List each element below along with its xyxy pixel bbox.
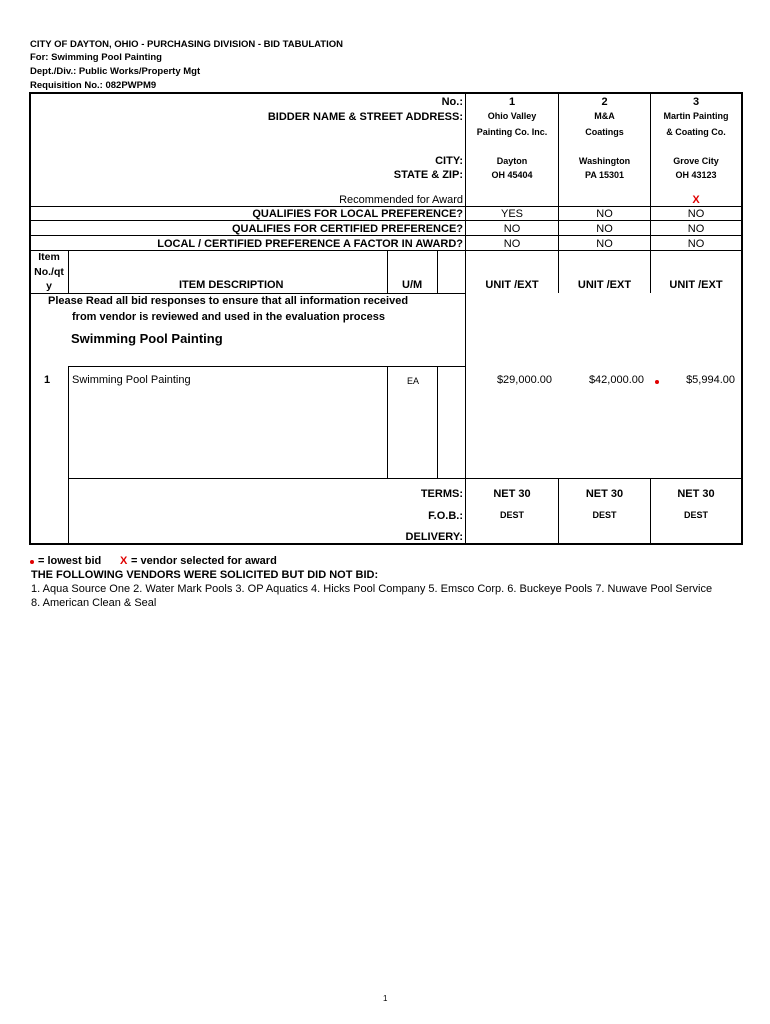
lowest-bid-dot-icon — [655, 380, 659, 384]
vendor-state-zip: OH 45404 — [491, 170, 533, 180]
unit-ext-header: UNIT /EXT — [669, 279, 723, 291]
um-header: U/M — [402, 279, 423, 291]
vendor-number: 3 — [692, 96, 700, 108]
item-um: EA — [407, 376, 420, 386]
item-desc: Swimming Pool Painting — [72, 374, 191, 386]
factor-label: LOCAL / CERTIFIED PREFERENCE A FACTOR IN AWARD? — [157, 238, 463, 250]
vendor-number: 1 — [508, 96, 516, 108]
statezip-label: STATE & ZIP: — [393, 169, 463, 181]
vendor-price: $5,994.00 — [686, 374, 735, 386]
solicited-line-1: 1. Aqua Source One 2. Water Mark Pools 3. OP Aquatics 4. Hicks Pool Company 5. Emsco Corp. 6. Buckeye Pools 7. Nuwave Pool Service — [31, 583, 713, 595]
vendor-fob: DEST — [683, 510, 708, 520]
vendor-award-mark: X — [692, 194, 700, 206]
vendor-terms: NET 30 — [585, 488, 624, 500]
unit-ext-header: UNIT /EXT — [485, 279, 539, 291]
note-line-2: from vendor is reviewed and used in the evaluation process — [72, 311, 385, 323]
vendor-local-pref: YES — [500, 208, 523, 220]
vendor-name-line-2: Coatings — [585, 127, 624, 137]
header-line-2: For: Swimming Pool Painting — [30, 52, 162, 63]
vendor-city: Washington — [578, 156, 631, 166]
legend-x-mark: X — [120, 555, 128, 567]
vendor-price: $29,000.00 — [496, 374, 552, 386]
bidder-label: BIDDER NAME & STREET ADDRESS: — [267, 111, 463, 123]
vendor-terms: NET 30 — [677, 488, 715, 500]
page-number: 1 — [383, 994, 388, 1003]
header-line-4: Requisition No.: 082PWPM9 — [30, 80, 157, 91]
legend-selected: = vendor selected for award — [131, 555, 277, 567]
fob-label: F.O.B.: — [428, 510, 463, 522]
solicited-line-2: 8. American Clean & Seal — [31, 597, 157, 609]
recommended-label: Recommended for Award — [339, 194, 463, 206]
unit-ext-header: UNIT /EXT — [577, 279, 632, 291]
legend-lowest: = lowest bid — [38, 555, 102, 567]
delivery-label: DELIVERY: — [405, 531, 463, 543]
note-line-1: Please Read all bid responses to ensure that all information received — [48, 295, 409, 307]
vendor-factor: NO — [503, 238, 521, 250]
vendor-cert-pref: NO — [687, 223, 705, 235]
vendor-name-line-2: Painting Co. Inc. — [476, 127, 548, 137]
header-line-1: CITY OF DAYTON, OHIO - PURCHASING DIVISION - BID TABULATION — [30, 39, 343, 50]
vendor-factor: NO — [687, 238, 705, 250]
vendor-name-line-2: & Coating Co. — [666, 127, 726, 137]
vendor-fob: DEST — [499, 510, 524, 520]
city-label: CITY: — [435, 155, 463, 167]
header-line-3: Dept./Div.: Public Works/Property Mgt — [30, 66, 201, 77]
section-title: Swimming Pool Painting — [71, 331, 223, 346]
terms-label: TERMS: — [420, 488, 463, 500]
vendor-name-line-1: Ohio Valley — [487, 111, 537, 121]
vendor-name-line-1: Martin Painting — [663, 111, 729, 121]
vendor-city: Grove City — [673, 156, 719, 166]
item-description-header: ITEM DESCRIPTION — [179, 279, 284, 291]
vendor-state-zip: PA 15301 — [584, 170, 625, 180]
vendor-terms: NET 30 — [493, 488, 531, 500]
local-pref-label: QUALIFIES FOR LOCAL PREFERENCE? — [252, 208, 463, 220]
vendor-fob: DEST — [592, 510, 617, 520]
vendor-cert-pref: NO — [596, 223, 613, 235]
vendor-local-pref: NO — [596, 208, 613, 220]
no-label: No.: — [441, 96, 463, 108]
vendor-city: Dayton — [496, 156, 528, 166]
vendor-name-line-1: M&A — [594, 111, 615, 121]
cert-pref-label: QUALIFIES FOR CERTIFIED PREFERENCE? — [231, 223, 463, 235]
vendor-cert-pref: NO — [503, 223, 521, 235]
vendor-local-pref: NO — [687, 208, 705, 220]
solicited-title: THE FOLLOWING VENDORS WERE SOLICITED BUT DID NOT BID: — [31, 569, 379, 581]
vendor-state-zip: OH 43123 — [675, 170, 717, 180]
lowest-bid-dot-icon — [30, 560, 34, 564]
vendor-number: 2 — [601, 96, 608, 108]
item-qty: 1 — [44, 374, 51, 386]
vendor-factor: NO — [596, 238, 613, 250]
item-column-header: Item No./qt y — [34, 251, 64, 292]
vendor-price: $42,000.00 — [588, 374, 644, 386]
